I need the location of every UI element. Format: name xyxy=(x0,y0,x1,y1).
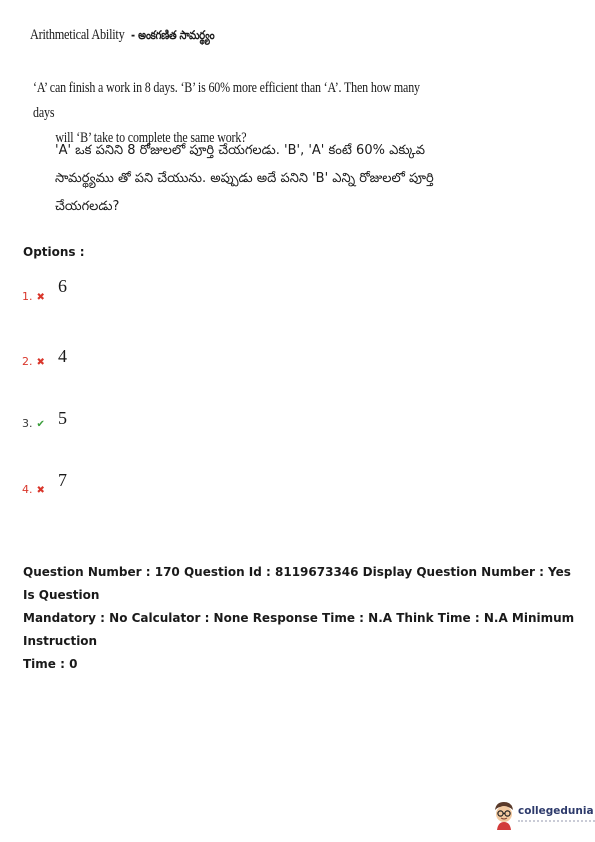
option-number: 3. xyxy=(22,417,33,430)
option-number: 2. xyxy=(22,355,33,368)
option-value: 7 xyxy=(58,470,67,490)
metadata-line2: Mandatory : No Calculator : None Response Time : N.A Think Time : N.A Minimum Instruction xyxy=(23,611,575,648)
question-english-line2: will ‘B’ take to complete the same work? xyxy=(55,130,247,146)
question-english-line1: ‘A’ can finish a work in 8 days. ‘B’ is 60% more efficient than ‘A’. Then how many days xyxy=(33,80,420,121)
metadata-line3: Time : 0 xyxy=(23,657,78,671)
brand-tagline xyxy=(518,820,595,825)
option-number: 1. xyxy=(22,290,33,303)
subject-heading xyxy=(30,27,214,45)
cross-icon: ✖ xyxy=(36,485,45,496)
check-icon: ✔ xyxy=(36,419,45,430)
option-value: 6 xyxy=(58,276,67,296)
brand-logo xyxy=(492,800,592,832)
question-telugu-line2: సామర్థ్యము తో పని చేయును. అప్పుడు అదే పనిని 'B' ఎన్ని రోజులలో పూర్తి xyxy=(55,171,434,186)
question-telugu-line1: 'A' ఒక పనిని 8 రోజులలో పూర్తి చేయగలడు. 'B', 'A' కంటే 60% ఎక్కువ xyxy=(55,143,425,158)
subject-english: Arithmetical Ability xyxy=(30,27,125,43)
option-number: 4. xyxy=(22,483,33,496)
subject-telugu: - అంకగణిత సామర్థ్యం xyxy=(131,28,215,42)
cross-icon: ✖ xyxy=(36,357,45,368)
question-metadata xyxy=(23,561,583,676)
options-label: Options : xyxy=(23,245,85,259)
mascot-icon xyxy=(492,800,516,830)
brand-name: collegedunia xyxy=(518,805,594,817)
cross-icon: ✖ xyxy=(36,292,45,303)
option-value: 4 xyxy=(58,346,67,366)
metadata-line1: Question Number : 170 Question Id : 8119673346 Display Question Number : Yes Is Question xyxy=(23,565,571,602)
question-telugu xyxy=(55,137,455,221)
option-value: 5 xyxy=(58,408,67,428)
question-telugu-line3: చేయగలడు? xyxy=(55,199,120,214)
